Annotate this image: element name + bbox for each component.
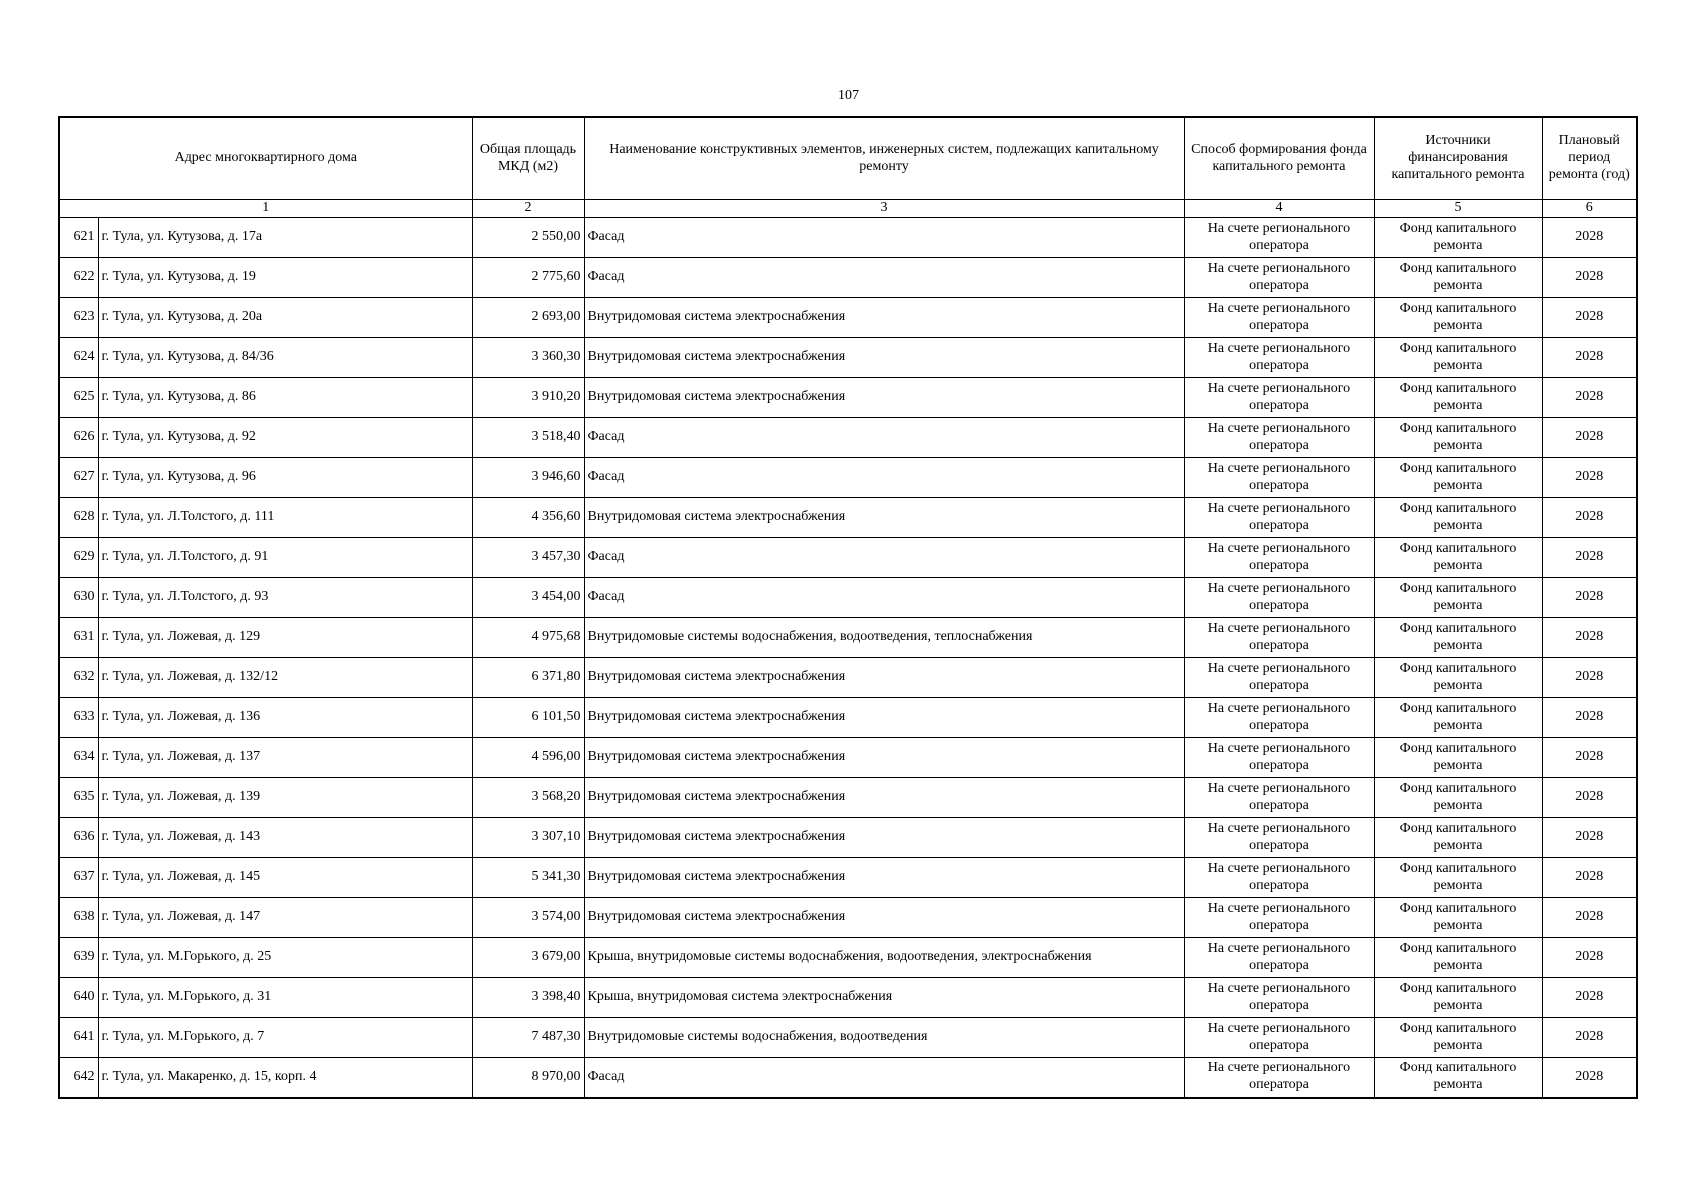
elements-cell: Внутридомовая система электроснабжения: [584, 338, 1184, 378]
table-row: [59, 458, 1637, 498]
area-cell: 3 574,00: [472, 898, 584, 938]
year-cell: 2028: [1542, 1018, 1637, 1058]
address-cell: г. Тула, ул. Ложевая, д. 143: [98, 818, 472, 858]
row-number: 626: [59, 418, 98, 458]
row-number: 638: [59, 898, 98, 938]
fund-method-cell: На счете регионального оператора: [1184, 1058, 1374, 1098]
year-cell: 2028: [1542, 738, 1637, 778]
address-cell: г. Тула, ул. Ложевая, д. 147: [98, 898, 472, 938]
year-cell: 2028: [1542, 218, 1637, 258]
fund-method-cell: На счете регионального оператора: [1184, 778, 1374, 818]
area-cell: 3 398,40: [472, 978, 584, 1018]
year-cell: 2028: [1542, 978, 1637, 1018]
elements-cell: Фасад: [584, 418, 1184, 458]
row-number: 642: [59, 1058, 98, 1098]
header-area: Общая площадь МКД (м2): [472, 117, 584, 200]
elements-cell: Внутридомовая система электроснабжения: [584, 378, 1184, 418]
address-cell: г. Тула, ул. М.Горького, д. 25: [98, 938, 472, 978]
row-number: 625: [59, 378, 98, 418]
year-cell: 2028: [1542, 298, 1637, 338]
address-cell: г. Тула, ул. Кутузова, д. 92: [98, 418, 472, 458]
funding-source-cell: Фонд капитального ремонта: [1374, 458, 1542, 498]
elements-cell: Внутридомовая система электроснабжения: [584, 658, 1184, 698]
fund-method-cell: На счете регионального оператора: [1184, 818, 1374, 858]
address-cell: г. Тула, ул. Ложевая, д. 139: [98, 778, 472, 818]
elements-cell: Внутридомовая система электроснабжения: [584, 818, 1184, 858]
header-funding-source: Источники финансирования капитального ремонта: [1374, 117, 1542, 200]
address-cell: г. Тула, ул. Ложевая, д. 132/12: [98, 658, 472, 698]
elements-cell: Внутридомовая система электроснабжения: [584, 858, 1184, 898]
row-number: 634: [59, 738, 98, 778]
area-cell: 6 371,80: [472, 658, 584, 698]
address-cell: г. Тула, ул. Ложевая, д. 136: [98, 698, 472, 738]
table-row: [59, 258, 1637, 298]
elements-cell: Фасад: [584, 1058, 1184, 1098]
area-cell: 2 550,00: [472, 218, 584, 258]
table-row: [59, 338, 1637, 378]
table-row: [59, 498, 1637, 538]
address-cell: г. Тула, ул. Ложевая, д. 137: [98, 738, 472, 778]
address-cell: г. Тула, ул. М.Горького, д. 7: [98, 1018, 472, 1058]
address-cell: г. Тула, ул. Кутузова, д. 86: [98, 378, 472, 418]
table-header-row: [59, 117, 1637, 200]
area-cell: 3 307,10: [472, 818, 584, 858]
fund-method-cell: На счете регионального оператора: [1184, 338, 1374, 378]
year-cell: 2028: [1542, 378, 1637, 418]
year-cell: 2028: [1542, 658, 1637, 698]
year-cell: 2028: [1542, 778, 1637, 818]
area-cell: 7 487,30: [472, 1018, 584, 1058]
row-number: 629: [59, 538, 98, 578]
fund-method-cell: На счете регионального оператора: [1184, 938, 1374, 978]
address-cell: г. Тула, ул. Кутузова, д. 96: [98, 458, 472, 498]
funding-source-cell: Фонд капитального ремонта: [1374, 418, 1542, 458]
row-number: 631: [59, 618, 98, 658]
funding-source-cell: Фонд капитального ремонта: [1374, 298, 1542, 338]
row-number: 635: [59, 778, 98, 818]
funding-source-cell: Фонд капитального ремонта: [1374, 1058, 1542, 1098]
column-number: 6: [1542, 200, 1637, 218]
year-cell: 2028: [1542, 258, 1637, 298]
year-cell: 2028: [1542, 618, 1637, 658]
address-cell: г. Тула, ул. Л.Толстого, д. 111: [98, 498, 472, 538]
table-row: [59, 898, 1637, 938]
row-number: 628: [59, 498, 98, 538]
funding-source-cell: Фонд капитального ремонта: [1374, 578, 1542, 618]
area-cell: 3 454,00: [472, 578, 584, 618]
table-row: [59, 698, 1637, 738]
year-cell: 2028: [1542, 498, 1637, 538]
row-number: 639: [59, 938, 98, 978]
area-cell: 3 679,00: [472, 938, 584, 978]
table-row: [59, 578, 1637, 618]
funding-source-cell: Фонд капитального ремонта: [1374, 938, 1542, 978]
area-cell: 2 693,00: [472, 298, 584, 338]
area-cell: 8 970,00: [472, 1058, 584, 1098]
header-address: Адрес многоквартирного дома: [59, 117, 472, 200]
column-number: 4: [1184, 200, 1374, 218]
year-cell: 2028: [1542, 1058, 1637, 1098]
area-cell: 4 975,68: [472, 618, 584, 658]
elements-cell: Фасад: [584, 538, 1184, 578]
year-cell: 2028: [1542, 418, 1637, 458]
area-cell: 3 910,20: [472, 378, 584, 418]
area-cell: 3 518,40: [472, 418, 584, 458]
fund-method-cell: На счете регионального оператора: [1184, 538, 1374, 578]
year-cell: 2028: [1542, 938, 1637, 978]
elements-cell: Крыша, внутридомовые системы водоснабжения, водоотведения, электроснабжения: [584, 938, 1184, 978]
funding-source-cell: Фонд капитального ремонта: [1374, 538, 1542, 578]
fund-method-cell: На счете регионального оператора: [1184, 618, 1374, 658]
area-cell: 2 775,60: [472, 258, 584, 298]
table-row: [59, 538, 1637, 578]
fund-method-cell: На счете регионального оператора: [1184, 298, 1374, 338]
fund-method-cell: На счете регионального оператора: [1184, 898, 1374, 938]
table-row: [59, 1058, 1637, 1098]
area-cell: 3 568,20: [472, 778, 584, 818]
column-number: 1: [59, 200, 472, 218]
address-cell: г. Тула, ул. Кутузова, д. 84/36: [98, 338, 472, 378]
elements-cell: Внутридомовые системы водоснабжения, водоотведения, теплоснабжения: [584, 618, 1184, 658]
year-cell: 2028: [1542, 538, 1637, 578]
fund-method-cell: На счете регионального оператора: [1184, 258, 1374, 298]
funding-source-cell: Фонд капитального ремонта: [1374, 738, 1542, 778]
funding-source-cell: Фонд капитального ремонта: [1374, 498, 1542, 538]
elements-cell: Внутридомовые системы водоснабжения, водоотведения: [584, 1018, 1184, 1058]
year-cell: 2028: [1542, 858, 1637, 898]
funding-source-cell: Фонд капитального ремонта: [1374, 978, 1542, 1018]
fund-method-cell: На счете регионального оператора: [1184, 418, 1374, 458]
fund-method-cell: На счете регионального оператора: [1184, 1018, 1374, 1058]
area-cell: 3 457,30: [472, 538, 584, 578]
row-number: 637: [59, 858, 98, 898]
elements-cell: Крыша, внутридомовая система электроснабжения: [584, 978, 1184, 1018]
header-elements: Наименование конструктивных элементов, инженерных систем, подлежащих капитальному ремонту: [584, 117, 1184, 200]
area-cell: 6 101,50: [472, 698, 584, 738]
area-cell: 3 360,30: [472, 338, 584, 378]
table-row: [59, 418, 1637, 458]
elements-cell: Фасад: [584, 218, 1184, 258]
table-row: [59, 778, 1637, 818]
table-row: [59, 298, 1637, 338]
funding-source-cell: Фонд капитального ремонта: [1374, 778, 1542, 818]
elements-cell: Внутридомовая система электроснабжения: [584, 898, 1184, 938]
fund-method-cell: На счете регионального оператора: [1184, 658, 1374, 698]
header-period: Плановый период ремонта (год): [1542, 117, 1637, 200]
row-number: 632: [59, 658, 98, 698]
elements-cell: Внутридомовая система электроснабжения: [584, 698, 1184, 738]
area-cell: 3 946,60: [472, 458, 584, 498]
fund-method-cell: На счете регионального оператора: [1184, 698, 1374, 738]
table-body: [59, 218, 1637, 1098]
year-cell: 2028: [1542, 338, 1637, 378]
area-cell: 4 356,60: [472, 498, 584, 538]
address-cell: г. Тула, ул. Л.Толстого, д. 93: [98, 578, 472, 618]
repair-plan-table: [58, 116, 1638, 1099]
page-number: 107: [838, 88, 859, 103]
funding-source-cell: Фонд капитального ремонта: [1374, 338, 1542, 378]
year-cell: 2028: [1542, 818, 1637, 858]
funding-source-cell: Фонд капитального ремонта: [1374, 1018, 1542, 1058]
row-number: 623: [59, 298, 98, 338]
column-number-row: [59, 200, 1637, 218]
column-number: 5: [1374, 200, 1542, 218]
funding-source-cell: Фонд капитального ремонта: [1374, 618, 1542, 658]
address-cell: г. Тула, ул. Кутузова, д. 17а: [98, 218, 472, 258]
year-cell: 2028: [1542, 898, 1637, 938]
row-number: 641: [59, 1018, 98, 1058]
table-row: [59, 738, 1637, 778]
row-number: 630: [59, 578, 98, 618]
row-number: 622: [59, 258, 98, 298]
header-fund-method: Способ формирования фонда капитального ремонта: [1184, 117, 1374, 200]
year-cell: 2028: [1542, 458, 1637, 498]
address-cell: г. Тула, ул. Л.Толстого, д. 91: [98, 538, 472, 578]
table-row: [59, 658, 1637, 698]
row-number: 636: [59, 818, 98, 858]
funding-source-cell: Фонд капитального ремонта: [1374, 658, 1542, 698]
funding-source-cell: Фонд капитального ремонта: [1374, 858, 1542, 898]
column-number: 2: [472, 200, 584, 218]
address-cell: г. Тула, ул. Кутузова, д. 19: [98, 258, 472, 298]
elements-cell: Фасад: [584, 258, 1184, 298]
fund-method-cell: На счете регионального оператора: [1184, 738, 1374, 778]
row-number: 627: [59, 458, 98, 498]
table-row: [59, 618, 1637, 658]
funding-source-cell: Фонд капитального ремонта: [1374, 898, 1542, 938]
elements-cell: Внутридомовая система электроснабжения: [584, 498, 1184, 538]
area-cell: 4 596,00: [472, 738, 584, 778]
row-number: 640: [59, 978, 98, 1018]
fund-method-cell: На счете регионального оператора: [1184, 458, 1374, 498]
table-row: [59, 938, 1637, 978]
elements-cell: Фасад: [584, 458, 1184, 498]
address-cell: г. Тула, ул. М.Горького, д. 31: [98, 978, 472, 1018]
address-cell: г. Тула, ул. Ложевая, д. 129: [98, 618, 472, 658]
address-cell: г. Тула, ул. Кутузова, д. 20а: [98, 298, 472, 338]
column-number: 3: [584, 200, 1184, 218]
elements-cell: Внутридомовая система электроснабжения: [584, 738, 1184, 778]
fund-method-cell: На счете регионального оператора: [1184, 378, 1374, 418]
funding-source-cell: Фонд капитального ремонта: [1374, 818, 1542, 858]
address-cell: г. Тула, ул. Макаренко, д. 15, корп. 4: [98, 1058, 472, 1098]
fund-method-cell: На счете регионального оператора: [1184, 498, 1374, 538]
funding-source-cell: Фонд капитального ремонта: [1374, 378, 1542, 418]
funding-source-cell: Фонд капитального ремонта: [1374, 258, 1542, 298]
elements-cell: Фасад: [584, 578, 1184, 618]
funding-source-cell: Фонд капитального ремонта: [1374, 218, 1542, 258]
address-cell: г. Тула, ул. Ложевая, д. 145: [98, 858, 472, 898]
fund-method-cell: На счете регионального оператора: [1184, 218, 1374, 258]
area-cell: 5 341,30: [472, 858, 584, 898]
year-cell: 2028: [1542, 698, 1637, 738]
year-cell: 2028: [1542, 578, 1637, 618]
row-number: 621: [59, 218, 98, 258]
fund-method-cell: На счете регионального оператора: [1184, 578, 1374, 618]
table-row: [59, 1018, 1637, 1058]
elements-cell: Внутридомовая система электроснабжения: [584, 298, 1184, 338]
elements-cell: Внутридомовая система электроснабжения: [584, 778, 1184, 818]
table-row: [59, 978, 1637, 1018]
table-row: [59, 858, 1637, 898]
table-row: [59, 218, 1637, 258]
row-number: 624: [59, 338, 98, 378]
row-number: 633: [59, 698, 98, 738]
fund-method-cell: На счете регионального оператора: [1184, 978, 1374, 1018]
table-row: [59, 378, 1637, 418]
fund-method-cell: На счете регионального оператора: [1184, 858, 1374, 898]
funding-source-cell: Фонд капитального ремонта: [1374, 698, 1542, 738]
table-row: [59, 818, 1637, 858]
